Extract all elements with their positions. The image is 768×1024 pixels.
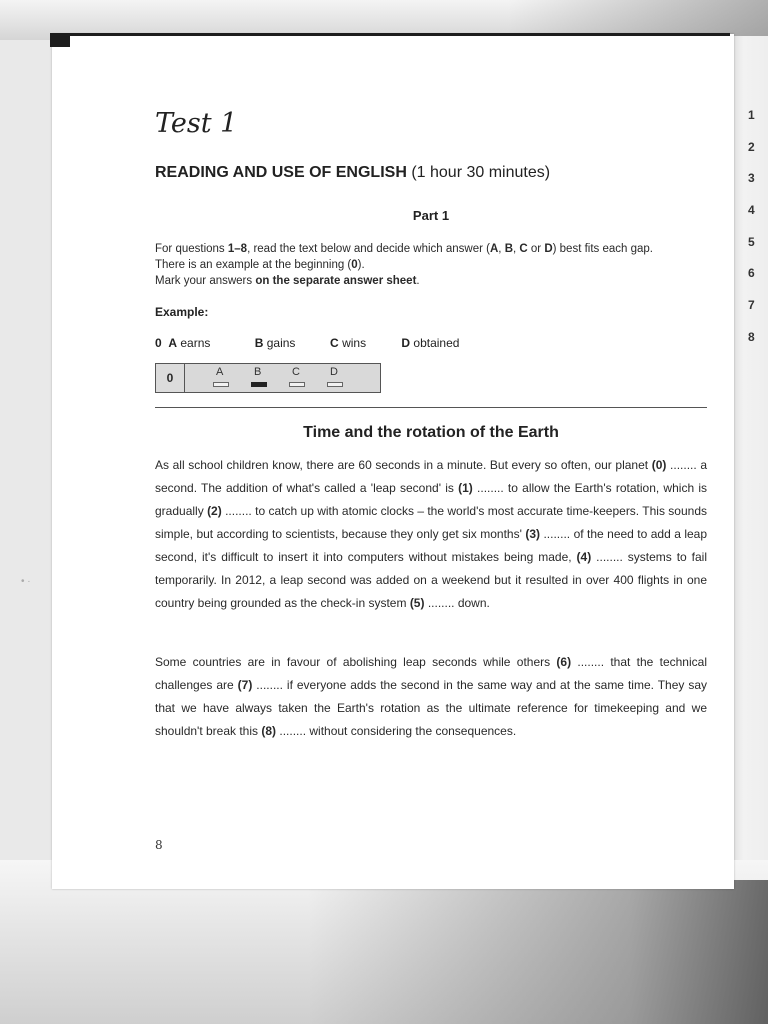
answer-mark-b: [251, 382, 267, 387]
instruction-line-1: For questions 1–8, read the text below and decide which answer (A, B, C or D) best fits each gap.: [155, 243, 654, 255]
side-number: 7: [748, 298, 755, 312]
side-number: 8: [748, 330, 755, 344]
instructions: [155, 241, 715, 289]
side-number: 2: [748, 140, 755, 154]
answer-letter: A: [216, 366, 224, 378]
divider: [155, 407, 707, 408]
answer-letter: D: [330, 366, 338, 378]
section-title-duration: (1 hour 30 minutes): [411, 164, 551, 181]
side-number: 4: [748, 203, 755, 217]
passage-paragraph-2: Some countries are in favour of abolishing leap seconds while others (6) ........ that the technical challenges are (7) ........ if everyone adds the second in the same way and at the same time. They say that we have always taken the Earth's rotation as the ultimate reference for timekeeping and we shouldn't break this (8) ........ without considering the consequences.: [155, 655, 708, 738]
example-option-d: D obtained: [401, 336, 460, 350]
page-corner-notch: [50, 33, 70, 47]
answer-mark-a: [213, 382, 229, 387]
side-number: 3: [748, 171, 755, 185]
example-answer-sheet: [155, 363, 381, 393]
answer-mark-d: [327, 382, 343, 387]
adjacent-page-edge: [730, 36, 768, 896]
example-option-c: C wins: [330, 336, 367, 350]
example-option-b: B gains: [254, 336, 296, 350]
example-option-a: A earns: [168, 336, 211, 350]
test-title: Test 1: [155, 108, 238, 139]
passage-paragraph-1: As all school children know, there are 60 seconds in a minute. But every so often, our planet (0) ........ a second. The addition of what's called a 'leap second' is (1) ........ to allow the Earth's rotation, which is gradually (2) ........ to catch up with atomic clocks – the world's most accurate time-keepers. This sounds simple, but according to scientists, because they only get six months' (3) ........ of the need to add a leap second, it's difficult to insert it into computers without mistakes being made, (4) ........ systems to fail temporarily. In 2012, a leap second was added on a weekend but it resulted in over 400 flights in one country being grounded as the check-in system (5) ........ down.: [155, 458, 708, 610]
answer-letter: C: [292, 366, 300, 378]
passage-title: Time and the rotation of the Earth: [303, 424, 559, 441]
answer-mark-c: [289, 382, 305, 387]
example-options: [155, 336, 459, 350]
page-number: 8: [155, 838, 163, 852]
section-title-bold: READING AND USE OF ENGLISH: [155, 164, 407, 181]
page-top-edge: [50, 33, 730, 36]
side-number: 6: [748, 266, 755, 280]
example-label: Example:: [155, 305, 209, 319]
part-title: Part 1: [412, 208, 450, 223]
example-number: 0: [155, 336, 162, 350]
instruction-line-2: There is an example at the beginning (0).: [155, 259, 365, 271]
section-title: [155, 164, 550, 182]
side-number: 5: [748, 235, 755, 249]
scan-speck: • ·: [21, 576, 31, 587]
side-number: 1: [748, 108, 755, 122]
answer-sheet-number: 0: [156, 364, 185, 392]
instruction-line-3: Mark your answers on the separate answer sheet.: [155, 275, 420, 287]
answer-letter: B: [254, 366, 262, 378]
